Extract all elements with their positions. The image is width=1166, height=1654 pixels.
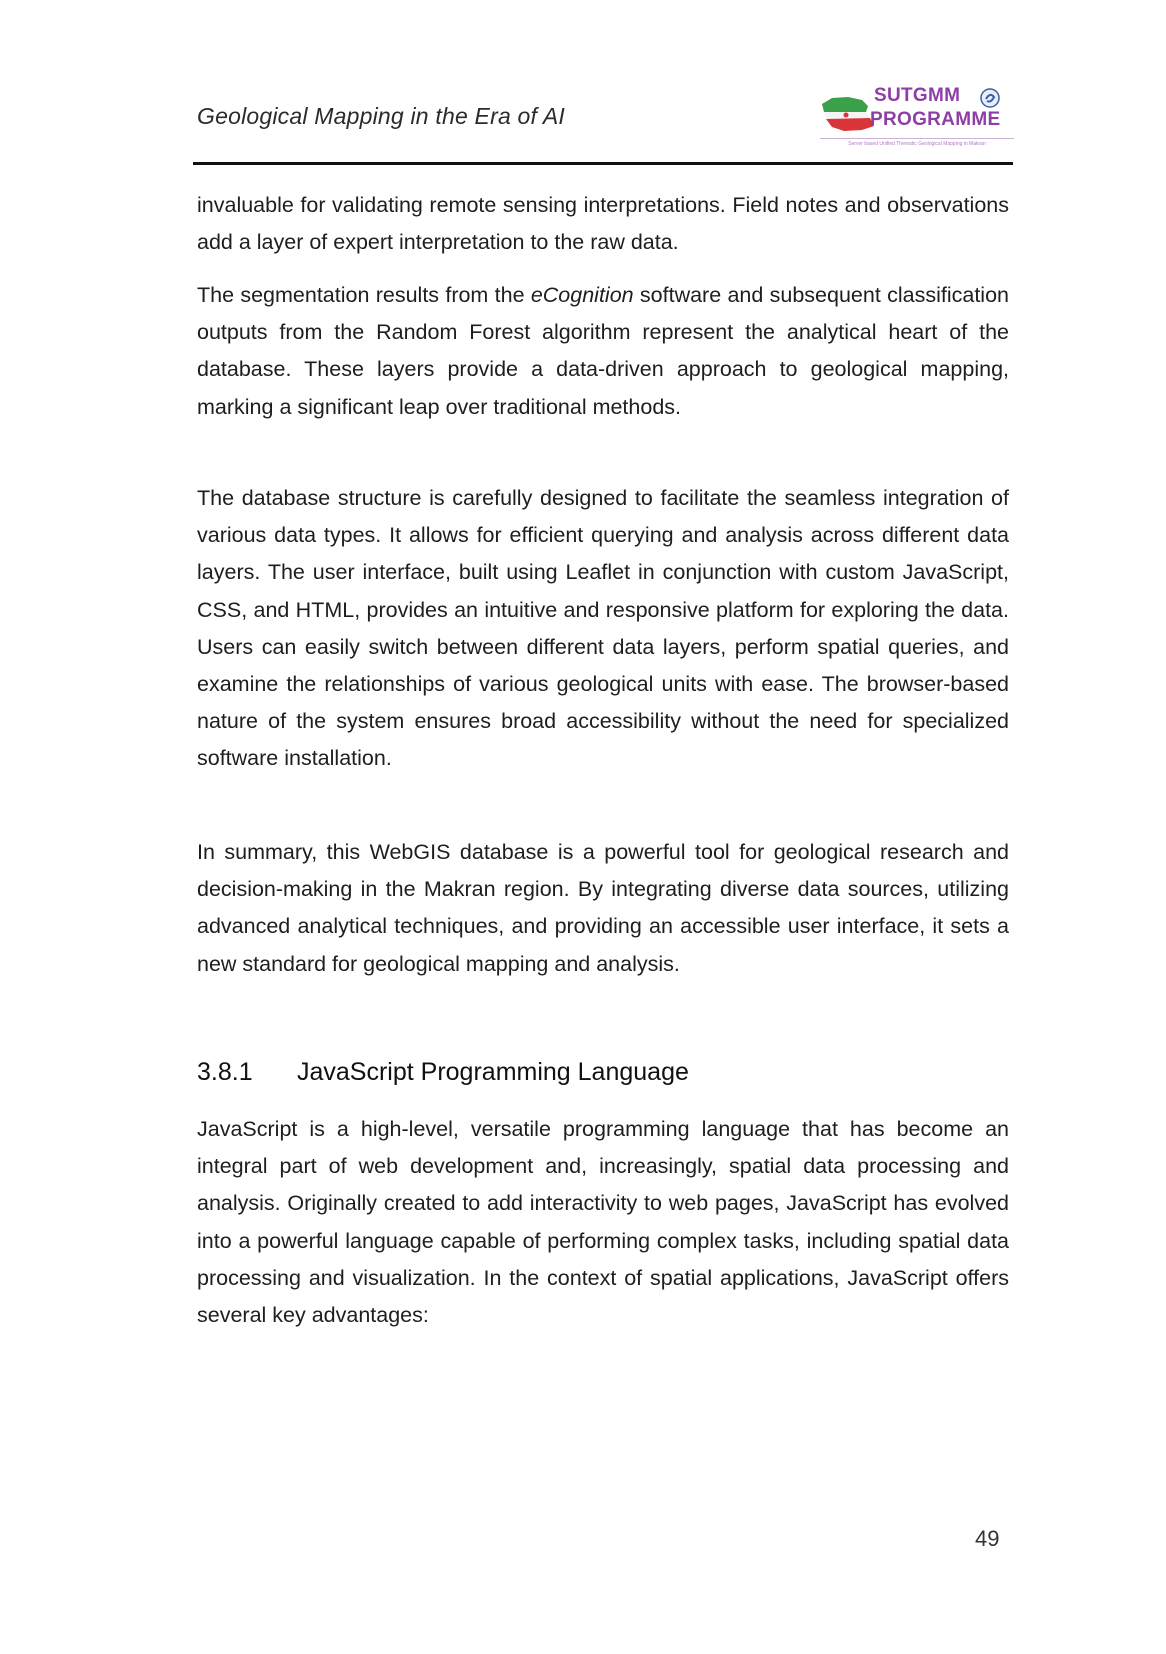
logo-line-sutgmm: SUTGMM: [874, 85, 961, 106]
organization-seal-icon: [980, 88, 1000, 108]
section-heading: [197, 1058, 689, 1087]
page-number: 49: [975, 1526, 1000, 1551]
logo-tagline: Server based Unified Thematic Geological Mapping in Makran: [848, 141, 986, 147]
paragraph-segmentation: [197, 277, 1009, 426]
paragraph-field-notes: invaluable for validating remote sensing interpretations. Field notes and observations add a layer of expert interpretation to the raw data.: [197, 193, 1009, 255]
iran-flag-map-icon: [818, 94, 876, 134]
paragraph-segmentation-lead: The segmentation results from the: [197, 283, 531, 307]
header-rule: [193, 162, 1013, 165]
section-title: JavaScript Programming Language: [297, 1058, 689, 1086]
paragraph-summary: In summary, this WebGIS database is a powerful tool for geological research and decision-making in the Makran region. By integrating diverse data sources, utilizing advanced analytical techniques, and providing an accessible user interface, it sets a new standard for geological mapping and analysis.: [197, 840, 1009, 976]
logo-divider: [820, 138, 1014, 139]
running-header-title: Geological Mapping in the Era of AI: [197, 103, 565, 129]
paragraph-segmentation-rest: software and subsequent classification outputs from the Random Forest algorithm represent the analytical heart of the database. These layers provide a data-driven approach to geological mapping, marking a significant leap over traditional methods.: [197, 283, 1009, 419]
section-number: 3.8.1: [197, 1058, 253, 1086]
paragraph-database-structure: The database structure is carefully designed to facilitate the seamless integration of various data types. It allows for efficient querying and analysis across different data layers. The user interface, built using Leaflet in conjunction with custom JavaScript, CSS, and HTML, provides an intuitive and responsive platform for exploring the data. Users can easily switch between different data layers, perform spatial queries, and examine the relationships of various geological units with ease. The browser-based nature of the system ensures broad accessibility without the need for specialized software installation.: [197, 486, 1009, 771]
paragraph-javascript-intro: JavaScript is a high-level, versatile programming language that has become an integral part of web development and, increasingly, spatial data processing and analysis. Originally created to add interactivity to web pages, JavaScript has evolved into a powerful language capable of performing complex tasks, including spatial data processing and visualization. In the context of spatial applications, JavaScript offers several key advantages:: [197, 1117, 1009, 1328]
ecognition-emphasis: eCognition: [530, 283, 634, 307]
sutgmm-programme-logo: [818, 82, 1016, 154]
logo-line-programme: PROGRAMME: [870, 109, 1001, 130]
